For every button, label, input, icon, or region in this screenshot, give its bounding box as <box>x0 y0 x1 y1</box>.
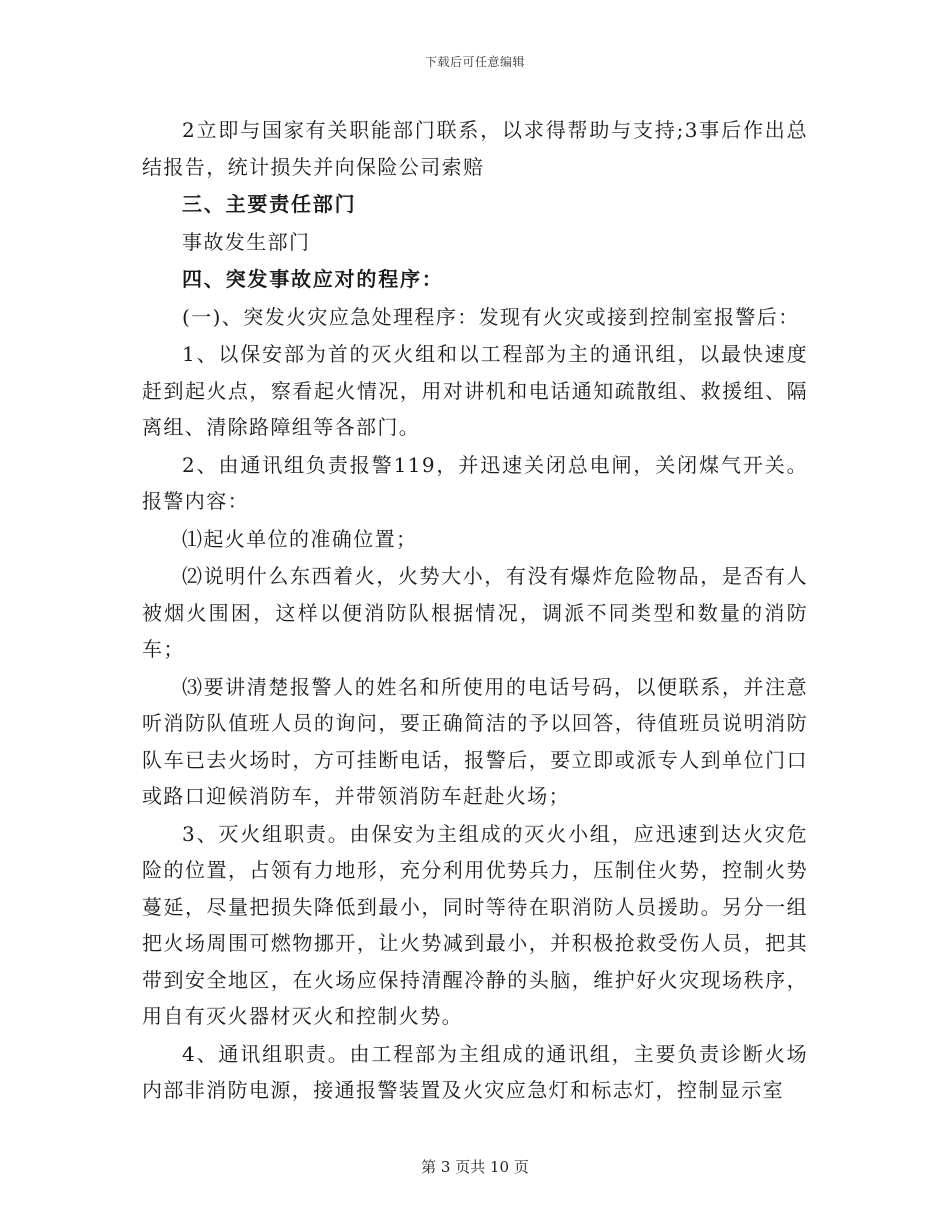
paragraph-report-item-3: ⑶要讲清楚报警人的姓名和所使用的电话号码，以便联系，并注意听消防队值班人员的询问，要正确简洁的予以回答，待值班员说明消防队车已去火场时，方可挂断电话，报警后，要立即或派专人到单位门口或路口迎候消防车，并带领消防车赶赴火场； <box>142 674 808 808</box>
paragraph-report-item-1: ⑴起火单位的准确位置； <box>182 526 418 551</box>
paragraph-step-4: 4、通讯组职责。由工程部为主组成的通讯组，主要负责诊断火场内部非消防电源，接通报警装置及火灾应急灯和标志灯，控制显示室 <box>142 1041 808 1102</box>
paragraph-step-3: 3、灭火组职责。由保安为主组成的灭火小组，应迅速到达火灾危险的位置，占领有力地形，充分利用优势兵力，压制住火势，控制火势蔓延，尽量把损失降低到最小，同时等待在职消防人员援助。另分一组把火场周围可燃物挪开，让火势减到最小，并积极抢救受伤人员，把其带到安全地区，在火场应保持清醒冷静的头脑，维护好火灾现场秩序，用自有灭火器材灭火和控制火势。 <box>142 821 808 1028</box>
page-header: 下载后可任意编辑 <box>424 55 525 69</box>
paragraph-fire-procedure-intro: (一)、突发火灾应急处理程序：发现有火灾或接到控制室报警后： <box>182 304 800 329</box>
document-body <box>142 112 808 1109</box>
page-footer: 第 3 页共 10 页 <box>421 1158 529 1176</box>
section-heading-emergency-procedure: 四、突发事故应对的程序： <box>182 267 444 291</box>
paragraph-report-summary: 2立即与国家有关职能部门联系，以求得帮助与支持;3事后作出总结报告，统计损失并向保险公司索赔 <box>142 118 808 179</box>
paragraph-accident-department: 事故发生部门 <box>182 229 311 254</box>
paragraph-step-1: 1、以保安部为首的灭火组和以工程部为主的通讯组，以最快速度赶到起火点，察看起火情况，用对讲机和电话通知疏散组、救援组、隔离组、清除路障组等各部门。 <box>142 342 808 439</box>
section-heading-responsible-departments: 三、主要责任部门 <box>182 192 357 216</box>
paragraph-report-item-2: ⑵说明什么东西着火，火势大小，有没有爆炸危险物品，是否有人被烟火围困，这样以便消防队根据情况，调派不同类型和数量的消防车； <box>142 564 808 661</box>
paragraph-step-2: 2、由通讯组负责报警119，并迅速关闭总电闸，关闭煤气开关。报警内容： <box>142 452 808 513</box>
